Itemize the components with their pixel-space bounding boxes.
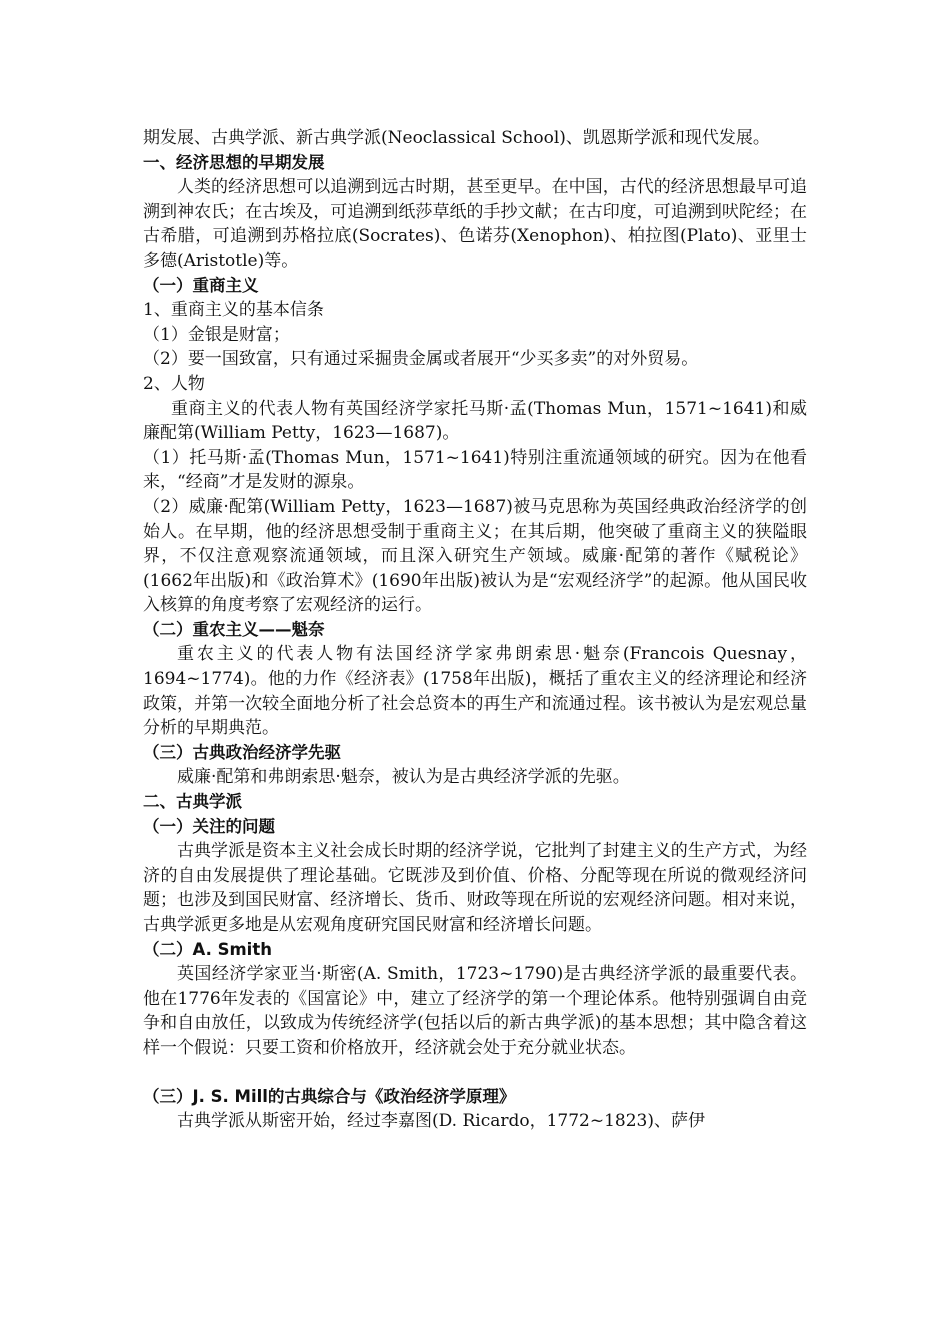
- body-paragraph: 1、重商主义的基本信条: [143, 300, 324, 321]
- body-paragraph: 英国经济学家亚当·斯密(A. Smith，1723~1790)是古典经济学派的最重要代表。他在1776年发表的《国富论》中，建立了经济学的第一个理论体系。他特别强调自由竞争和自由放任，以致成为传统经济学(包括以后的新古典学派)的基本思想；其中隐含着这样一个假说：只要工资和价格放开，经济就会处于充分就业状态。: [143, 964, 807, 1058]
- body-paragraph: 古典学派是资本主义社会成长时期的经济学说，它批判了封建主义的生产方式，为经济的自由发展提供了理论基础。它既涉及到价值、价格、分配等现在所说的微观经济问题；也涉及到国民财富、经济增长、货币、财政等现在所说的宏观经济问题。相对来说，古典学派更多地是从宏观角度研究国民财富和经济增长问题。: [143, 841, 807, 935]
- blank-line: [143, 1061, 807, 1085]
- section-heading: （三）古典政治经济学先驱: [143, 742, 341, 762]
- body-paragraph: （1）托马斯·孟(Thomas Mun，1571~1641)特别注重流通领域的研究。因为在他看来，“经商”才是发财的源泉。: [143, 447, 807, 493]
- document-body: [143, 126, 807, 1134]
- section-heading: （二）重农主义——魁奈: [143, 619, 325, 639]
- body-paragraph: （2）要一国致富，只有通过采掘贵金属或者展开“少买多卖”的对外贸易。: [143, 349, 699, 370]
- body-paragraph: 2、人物: [143, 373, 205, 394]
- section-heading: 二、古典学派: [143, 792, 242, 812]
- body-paragraph: （1）金银是财富；: [143, 324, 290, 345]
- body-paragraph: （2）威廉·配第(William Petty，1623—1687)被马克思称为英国经典政治经济学的创始人。在早期，他的经济思想受制于重商主义；在其后期，他突破了重商主义的狭隘眼界，不仅注意观察流通领域，而且深入研究生产领域。威廉·配第的著作《赋税论》(1662年出版)和《政治算术》(1690年出版)被认为是“宏观经济学”的起源。他从国民收入核算的角度考察了宏观经济的运行。: [143, 496, 807, 616]
- section-heading: （一）重商主义: [143, 275, 259, 295]
- section-heading: 一、经济思想的早期发展: [143, 152, 325, 172]
- body-paragraph: 古典学派从斯密开始，经过李嘉图(D. Ricardo，1772~1823)、萨伊: [177, 1111, 706, 1132]
- body-paragraph: 威廉·配第和弗朗索思·魁奈，被认为是古典经济学派的先驱。: [177, 767, 630, 788]
- body-paragraph: 重农主义的代表人物有法国经济学家弗朗索思·魁奈(Francois Quesnay，1694~1774)。他的力作《经济表》(1758年出版)，概括了重农主义的经济理论和经济政策，并第一次较全面地分析了社会总资本的再生产和流通过程。该书被认为是宏观总量分析的早期典范。: [143, 644, 807, 739]
- section-heading: （二）A. Smith: [143, 939, 272, 959]
- section-heading: （三）J. S. Mill的古典综合与《政治经济学原理》: [143, 1086, 516, 1106]
- body-paragraph: 重商主义的代表人物有英国经济学家托马斯·孟(Thomas Mun，1571~1641)和威廉配第(William Petty，1623—1687)。: [143, 398, 807, 444]
- body-paragraph: 期发展、古典学派、新古典学派(Neoclassical School)、凯恩斯学派和现代发展。: [143, 128, 770, 148]
- section-heading: （一）关注的问题: [143, 816, 275, 836]
- body-paragraph: 人类的经济思想可以追溯到远古时期，甚至更早。在中国，古代的经济思想最早可追溯到神农氏；在古埃及，可追溯到纸莎草纸的手抄文献；在古印度，可追溯到吠陀经；在古希腊，可追溯到苏格拉底(Socrates)、色诺芬(Xenophon)、柏拉图(Plato)、亚里士多德(Aristotle)等。: [143, 177, 807, 271]
